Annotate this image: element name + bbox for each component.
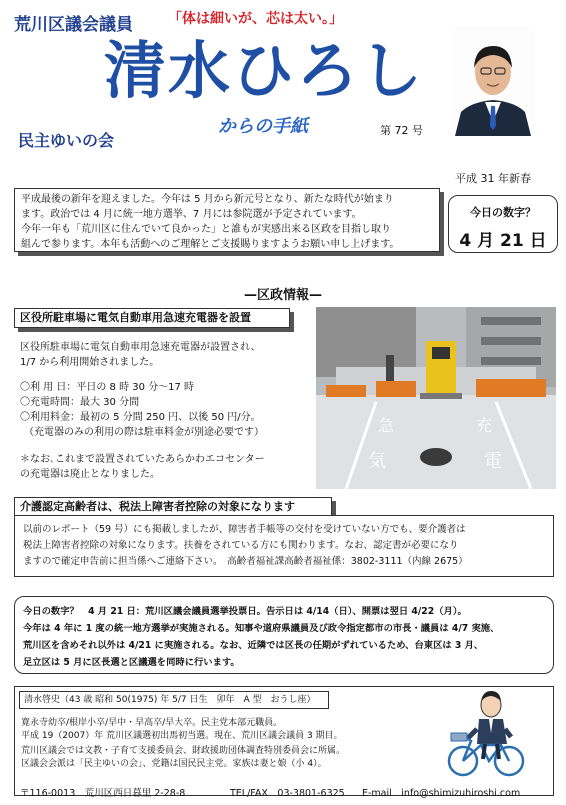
candidate-name: 清水ひろし bbox=[104, 34, 425, 107]
article1-item: 〇利用料金：最初の 5 分間 250 円、以後 50 円/分。 bbox=[20, 412, 261, 423]
photo-marking: 気 bbox=[368, 451, 386, 472]
answer-text: 今日の数字？ 4 月 21 日：荒川区議会議員選挙投票日。告示日は 4/14（日）、開票は翌日 4/22（月）。 bbox=[23, 606, 467, 617]
photo-marking: 充 bbox=[476, 416, 493, 435]
article1-item: 〇充電時間：最大 30 分間 bbox=[20, 397, 140, 408]
intro-line: 今年一年も「荒川区に住んでいて良かった」と誰もが実感出来る区政を目指し取り bbox=[21, 224, 391, 235]
todays-number-label: 今日の数字？ bbox=[470, 206, 536, 219]
charger-photo bbox=[316, 307, 556, 489]
article1-text: 1/7 から利用開始されました。 bbox=[20, 357, 160, 368]
profile-line: 荒川区議会では文教・子育て支援委員会、財政援助団体調査特別委員会に所属。 bbox=[21, 746, 346, 756]
footer-email[interactable]: E-mail info@shimizuhiroshi.com bbox=[362, 788, 521, 799]
article2-text: ますので確定申告前に担当係へご連絡下さい。 高齢者福祉課高齢者福祉係：3802-3111（内線 2675） bbox=[23, 556, 468, 567]
issue-number: 第 72 号 bbox=[380, 124, 423, 137]
profile-line: 区議会会派は「民主ゆいの会」、党籍は国民民主党。家族は妻と娘（小 4）。 bbox=[21, 759, 327, 769]
answer-box bbox=[14, 596, 554, 674]
answer-text: 今年は 4 年に 1 度の統一地方選挙が実施される。知事や道府県議員及び政令指定都市の市長・議員は 4/7 実施、 bbox=[23, 623, 500, 634]
answer-text: 荒川区を含めそれ以外は 4/21 に実施される。なお、近隣では区長の任期がずれているため、台東区は 3 月、 bbox=[23, 640, 484, 651]
section-title: —区政情報— bbox=[243, 288, 322, 303]
answer-text: 足立区は 5 月に区長選と区議選を同時に行います。 bbox=[23, 657, 240, 668]
footer-tel: TEL/FAX 03-3801-6325 bbox=[230, 788, 345, 799]
profile-header bbox=[19, 691, 329, 709]
article2-heading: 介護認定高齢者は、税法上障害者控除の対象になります bbox=[14, 497, 332, 517]
article1-item: （充電器のみの利用の際は駐車料金が別途必要です） bbox=[24, 427, 264, 438]
org-title: 荒川区議会議員 bbox=[14, 15, 133, 35]
footer-address: 〒116-0013 荒川区西日暮里 2-28-8 bbox=[20, 788, 186, 799]
intro-line: ます。政治では 4 月に統一地方選挙、7 月には参院選が予定されています。 bbox=[21, 209, 362, 220]
profile-details bbox=[21, 717, 461, 771]
slogan: 「体は細いが、芯は太い。」 bbox=[168, 11, 343, 27]
article1-item: 〇利 用 日：平日の 8 時 30 分～17 時 bbox=[20, 382, 195, 393]
article1-heading: 区役所駐車場に電気自動車用急速充電器を設置 bbox=[14, 308, 290, 328]
footer bbox=[14, 784, 554, 804]
portrait-photo bbox=[451, 26, 535, 136]
party-name: 民主ゆいの会 bbox=[18, 131, 115, 150]
article2-text: 税法上障害者控除の対象になります。扶養をされている方にも関わります。なお、認定書が必要になり bbox=[23, 540, 459, 551]
profile-line: 寛永寺幼卒/根岸小卒/早中・早高卒/早大卒。民主党本部元職員。 bbox=[21, 718, 283, 728]
bicycle-illustration bbox=[443, 689, 527, 781]
header bbox=[8, 8, 558, 156]
article1-body bbox=[20, 340, 310, 482]
photo-marking: 急 bbox=[378, 416, 395, 435]
intro-line: 平成最後の新年を迎えました。今年は 5 月から新元号となり、新たな時代が始まり bbox=[21, 194, 394, 205]
issue-date: 平成 31 年新春 bbox=[455, 172, 531, 185]
article1-text: 区役所駐車場に電気自動車用急速充電器が設置され、 bbox=[20, 342, 261, 353]
article2-body bbox=[14, 515, 554, 577]
article2-text: 以前のレポート（59 号）にも掲載しましたが、障害者手帳等の交付を受けていない方でも、要介護者は bbox=[23, 524, 466, 535]
todays-number-value: 4 月 21 日 bbox=[459, 231, 547, 251]
profile-line: 平成 19（2007）年 荒川区議選初出馬初当選。現在、荒川区議会議員 3 期目。 bbox=[21, 731, 343, 741]
article1-note: ＊なお､これまで設置されていたあらかわエコセンター bbox=[20, 454, 265, 465]
article1-note: の充電器は廃止となりました。 bbox=[20, 469, 160, 480]
intro-box bbox=[14, 188, 440, 252]
todays-number-box bbox=[448, 195, 558, 253]
letter-subtitle: からの手紙 bbox=[218, 116, 308, 137]
profile-header-text: 清水啓史（43 歳 昭和 50(1975) 年 5/7 日生 卯年 A 型 おうし座） bbox=[24, 695, 316, 705]
profile-box bbox=[14, 686, 554, 796]
photo-marking: 電 bbox=[484, 451, 502, 472]
intro-line: 組んで参ります。本年も活動へのご理解とご支援賜りますようお願い申し上げます。 bbox=[21, 239, 400, 250]
